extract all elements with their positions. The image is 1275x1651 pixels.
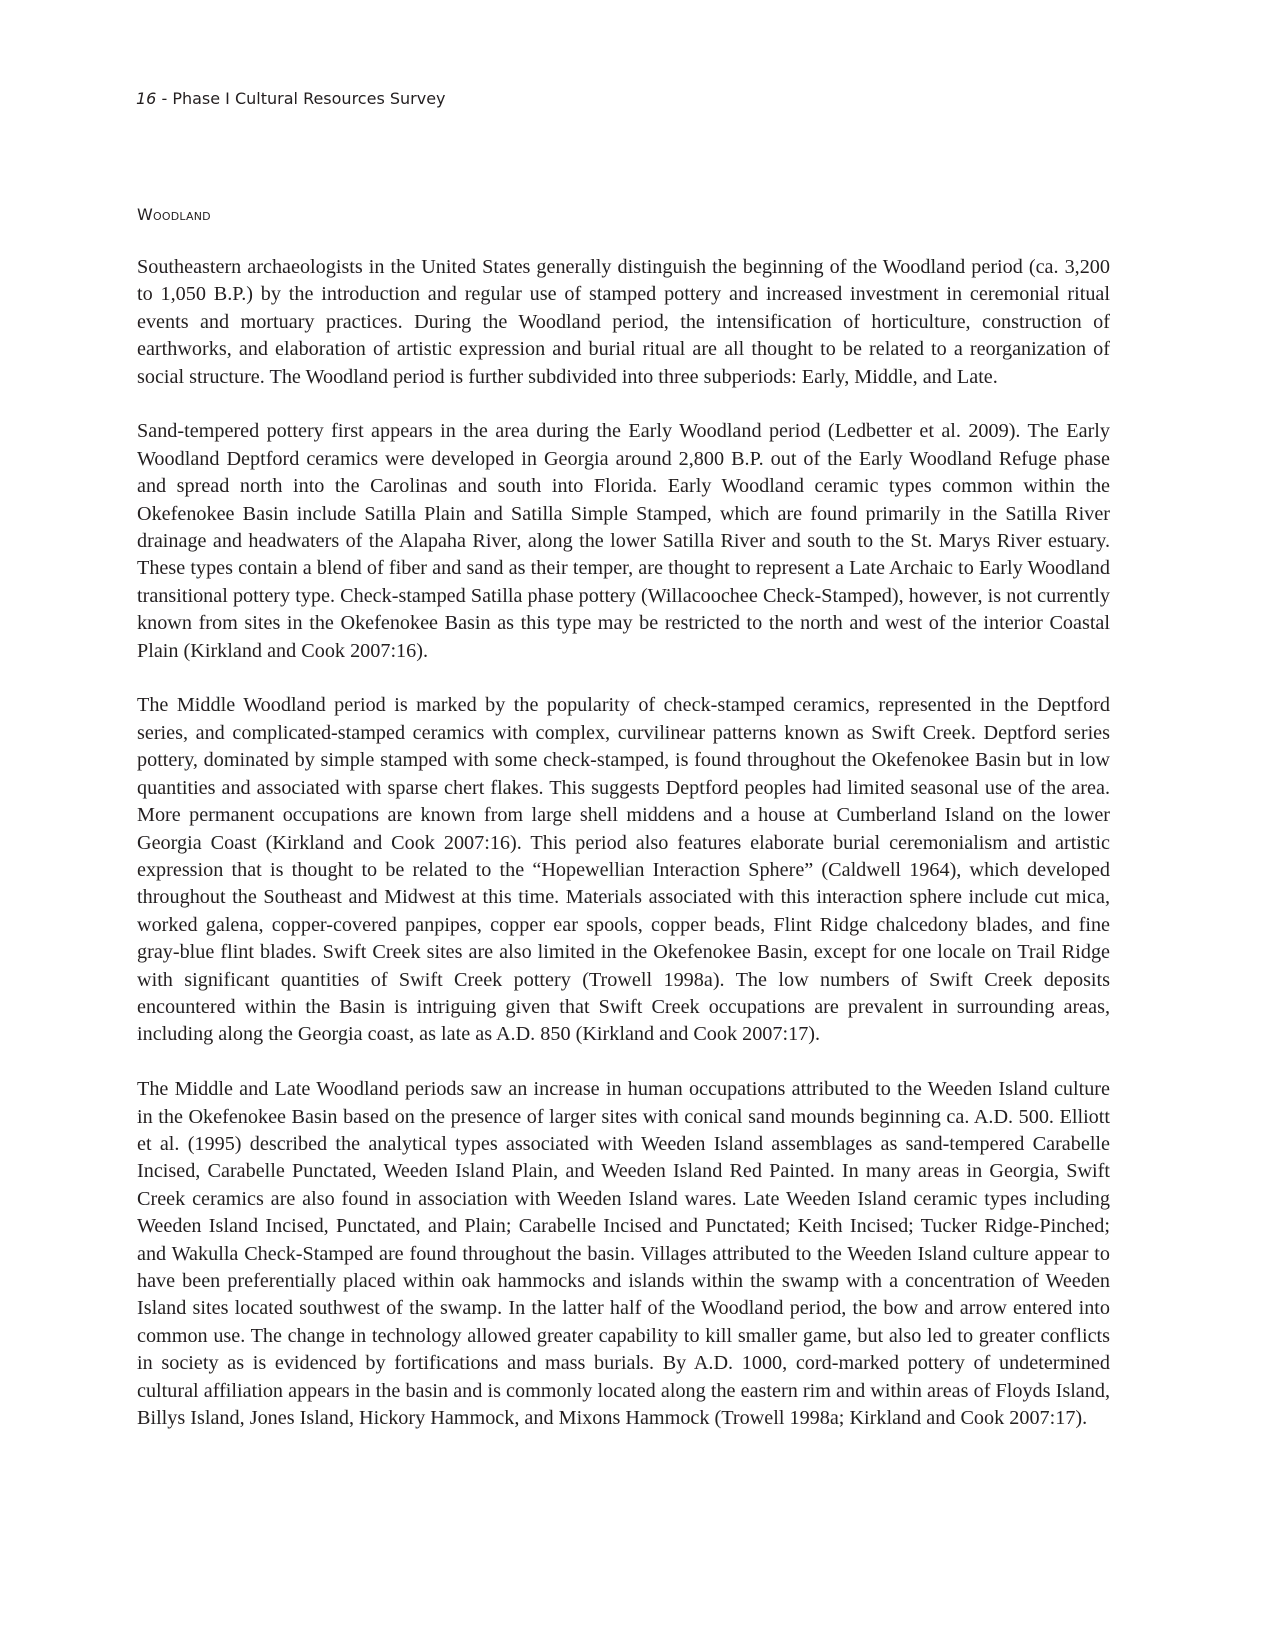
body-text <box>137 254 1110 1460</box>
paragraph-early-woodland: Sand-tempered pottery first appears in the area during the Early Woodland period (Ledbetter et al. 2009). The Early Woodland Deptford ceramics were developed in Georgia around 2,800 B.P. out of the Early Woodland Refuge phase and spread north into the Carolinas and south into Florida. Early Woodland ceramic types common within the Okefenokee Basin include Satilla Plain and Satilla Simple Stamped, which are found primarily in the Satilla River drainage and headwaters of the Alapaha River, along the lower Satilla River and south to the St. Marys River estuary. These types contain a blend of fiber and sand as their temper, are thought to represent a Late Archaic to Early Woodland transitional pottery type. Check-stamped Satilla phase pottery (Willacoochee Check-Stamped), however, is not currently known from sites in the Okefenokee Basin as this type may be restricted to the north and west of the interior Coastal Plain (Kirkland and Cook 2007:16). <box>137 420 1110 662</box>
running-header <box>136 89 446 109</box>
running-title: Phase I Cultural Resources Survey <box>172 89 446 108</box>
header-separator: - <box>156 89 173 108</box>
paragraph-late-woodland: The Middle and Late Woodland periods saw an increase in human occupations attributed to the Weeden Island culture in the Okefenokee Basin based on the presence of larger sites with conical sand mounds beginning ca. A.D. 500. Elliott et al. (1995) described the analytical types associated with Weeden Island assemblages as sand-tempered Carabelle Incised, Carabelle Punctated, Weeden Island Plain, and Weeden Island Red Painted. In many areas in Georgia, Swift Creek ceramics are also found in association with Weeden Island wares. Late Weeden Island ceramic types including Weeden Island Incised, Punctated, and Plain; Carabelle Incised and Punctated; Keith Incised; Tucker Ridge-Pinched; and Wakulla Check-Stamped are found throughout the basin. Villages attributed to the Weeden Island culture appear to have been preferentially placed within oak hammocks and islands within the swamp with a concentration of Weeden Island sites located southwest of the swamp. In the latter half of the Woodland period, the bow and arrow entered into common use. The change in technology allowed greater capability to kill smaller game, but also led to greater conflicts in society as is evidenced by fortifications and mass burials. By A.D. 1000, cord-marked pottery of undetermined cultural affiliation appears in the basin and is commonly located along the eastern rim and within areas of Floyds Island, Billys Island, Jones Island, Hickory Hammock, and Mixons Hammock (Trowell 1998a; Kirkland and Cook 2007:17). <box>137 1078 1110 1430</box>
paragraph-woodland-intro: Southeastern archaeologists in the United States generally distinguish the beginning of the Woodland period (ca. 3,200 to 1,050 B.P.) by the introduction and regular use of stamped pottery and increased investment in ceremonial ritual events and mortuary practices. During the Woodland period, the intensification of horticulture, construction of earthworks, and elaboration of artistic expression and burial ritual are all thought to be related to a reorganization of social structure. The Woodland period is further subdivided into three subperiods: Early, Middle, and Late. <box>137 256 1110 388</box>
paragraph-middle-woodland: The Middle Woodland period is marked by the popularity of check-stamped ceramics, represented in the Deptford series, and complicated-stamped ceramics with complex, curvilinear patterns known as Swift Creek. Deptford series pottery, dominated by simple stamped with some check-stamped, is found throughout the Okefenokee Basin but in low quantities and associated with sparse chert flakes. This suggests Deptford peoples had limited seasonal use of the area. More permanent occupations are known from large shell middens and a house at Cumberland Island on the lower Georgia Coast (Kirkland and Cook 2007:16). This period also features elaborate burial ceremonialism and artistic expression that is thought to be related to the “Hopewellian Interaction Sphere” (Caldwell 1964), which developed throughout the Southeast and Midwest at this time. Materials associated with this interaction sphere include cut mica, worked galena, copper-covered panpipes, copper ear spools, copper beads, Flint Ridge chalcedony blades, and fine gray-blue flint blades. Swift Creek sites are also limited in the Okefenokee Basin, except for one locale on Trail Ridge with significant quantities of Swift Creek pottery (Trowell 1998a). The low numbers of Swift Creek deposits encountered within the Basin is intriguing given that Swift Creek occupations are prevalent in surrounding areas, including along the Georgia coast, as late as A.D. 850 (Kirkland and Cook 2007:17). <box>137 694 1110 1046</box>
section-heading: Woodland <box>137 205 211 224</box>
page-number: 16 <box>136 89 157 108</box>
